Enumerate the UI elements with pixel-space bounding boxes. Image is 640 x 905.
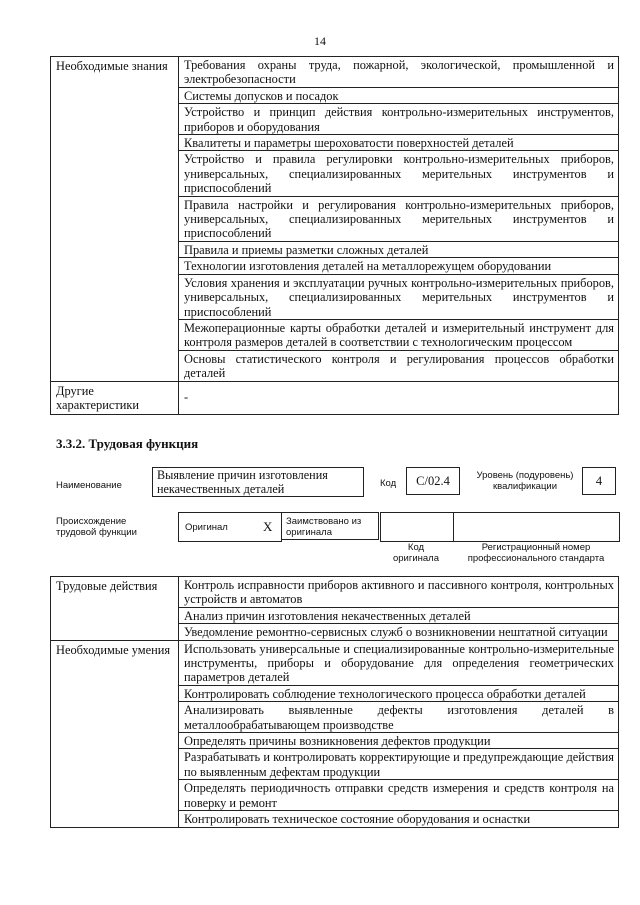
- knowledge-label: Необходимые знания: [51, 57, 179, 382]
- function-name: Выявление причин изготовления некачественных деталей: [152, 467, 364, 497]
- knowledge-table: [50, 56, 619, 415]
- requirement-item: Контроль исправности приборов активного и пассивного контроля, контрольных устройств и автоматов: [179, 577, 618, 608]
- other-label: Другие характеристики: [51, 381, 179, 414]
- original-mark: X: [263, 519, 273, 534]
- code-label: Код: [380, 478, 397, 489]
- knowledge-items: [179, 57, 619, 382]
- requirement-item: Условия хранения и эксплуатации ручных контрольно-измерительных приборов, универсальных, специализированных мерительных инструментов и приспособлений: [179, 275, 618, 320]
- original-label: Оригинал: [185, 522, 228, 533]
- requirement-item: Устройство и принцип действия контрольно-измерительных инструментов, приборов и оборудования: [179, 104, 618, 135]
- requirement-item: Требования охраны труда, пожарной, экологической, промышленной и электробезопасности: [179, 57, 618, 88]
- requirement-item: Технологии изготовления деталей на металлорежущем оборудовании: [179, 258, 618, 274]
- name-label: Наименование: [56, 480, 122, 491]
- origin-code-box: [380, 512, 454, 542]
- requirement-item: Основы статистического контроля и регулирования процессов обработки деталей: [184, 351, 614, 381]
- actions-table: [50, 576, 619, 828]
- requirement-item: Определять причины возникновения дефектов продукции: [179, 733, 618, 749]
- requirement-item: Контролировать соблюдение технологического процесса обработки деталей: [179, 686, 618, 702]
- requirement-item: Межоперационные карты обработки деталей и измерительный инструмент для контроля размеров деталей в соответствии с технологическим процессом: [179, 320, 618, 351]
- requirement-item: Квалитеты и параметры шероховатости поверхностей деталей: [179, 135, 618, 151]
- page-number: 14: [314, 34, 326, 48]
- requirement-item: Анализировать выявленные дефекты изготовления деталей в металлообрабатывающем производстве: [179, 702, 618, 733]
- actions-items: [179, 577, 619, 641]
- requirement-item: Анализ причин изготовления некачественных деталей: [179, 608, 618, 624]
- requirement-item: Использовать универсальные и специализированные контрольно-измерительные инструменты, приборы и оборудование для определения геометрических параметров деталей: [179, 641, 618, 686]
- skills-label: Необходимые умения: [51, 640, 179, 827]
- origin-label: Происхождение трудовой функции: [56, 516, 137, 538]
- level-value: 4: [582, 467, 616, 495]
- actions-label: Трудовые действия: [51, 577, 179, 641]
- skills-items: [179, 640, 619, 827]
- requirement-item: Правила настройки и регулирования контрольно-измерительных приборов, универсальных, специализированных мерительных инструментов и приспособлений: [179, 197, 618, 242]
- requirement-item: Разрабатывать и контролировать корректирующие и предупреждающие действия по выявленным дефектам продукции: [179, 749, 618, 780]
- function-code: C/02.4: [406, 467, 460, 495]
- requirement-item: Устройство и правила регулировки контрольно-измерительных приборов, универсальных, специализированных мерительных инструментов и приспособлений: [179, 151, 618, 196]
- other-value: -: [179, 381, 619, 414]
- section-title: 3.3.2. Трудовая функция: [56, 436, 199, 451]
- borrowed-cell: Заимствовано из оригинала: [281, 512, 379, 540]
- requirement-item: Определять периодичность отправки средств измерения и средств контроля на поверку и ремонт: [179, 780, 618, 811]
- original-cell: [178, 512, 282, 542]
- reg-number-caption: Регистрационный номер профессионального стандарта: [467, 542, 605, 564]
- requirement-item: Системы допусков и посадок: [179, 88, 618, 104]
- requirement-item: Уведомление ремонтно-сервисных служб о возникновении нештатной ситуации: [184, 625, 608, 640]
- origin-code-caption: Код оригинала: [392, 542, 439, 564]
- reg-number-box: [453, 512, 620, 542]
- requirement-item: Правила и приемы разметки сложных деталей: [179, 242, 618, 258]
- requirement-item: Контролировать техническое состояние оборудования и оснастки: [184, 812, 531, 827]
- level-label: Уровень (подуровень) квалификации: [476, 470, 574, 492]
